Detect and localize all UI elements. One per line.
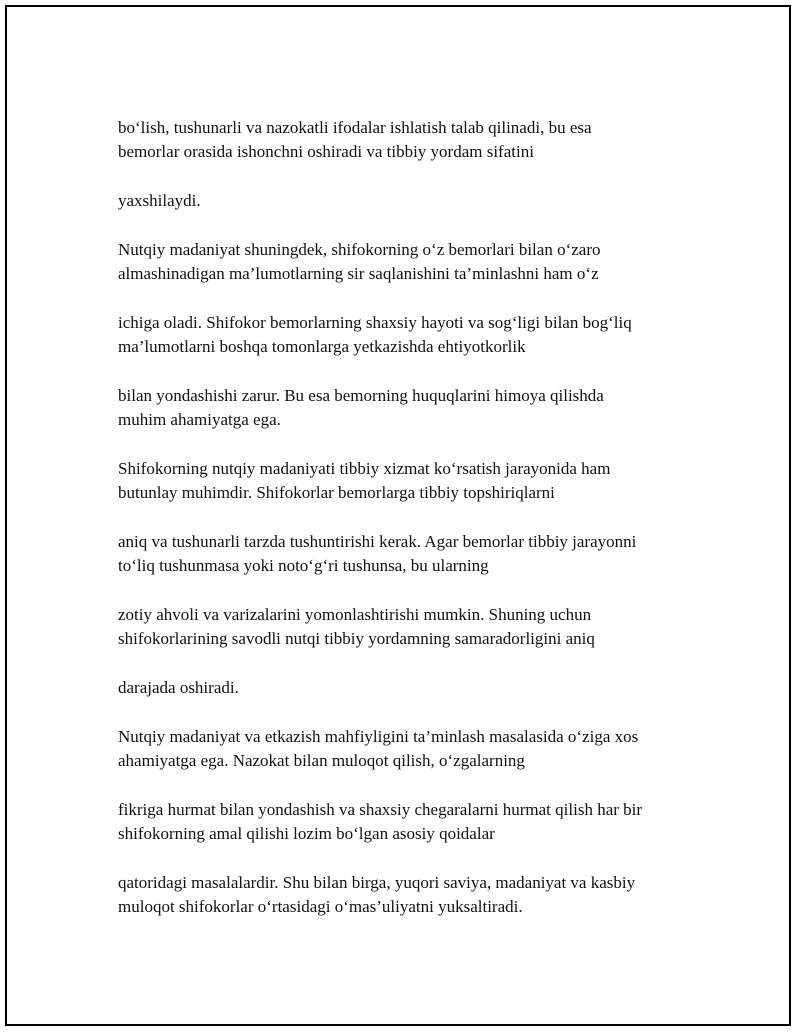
- text-line: Nutqiy madaniyat va etkazish mahfiyligini ta’minlash masalasida o‘ziga xos: [118, 727, 639, 746]
- text-line: butunlay muhimdir. Shifokorlar bemorlarga tibbiy topshiriqlarni: [118, 483, 555, 502]
- text-line: aniq va tushunarli tarzda tushuntirishi kerak. Agar bemorlar tibbiy jarayonni: [118, 532, 637, 551]
- text-line: fikriga hurmat bilan yondashish va shaxsiy chegaralarni hurmat qilish har bir: [118, 800, 643, 819]
- text-line: Nutqiy madaniyat shuningdek, shifokorning o‘z bemorlari bilan o‘zaro: [118, 240, 601, 259]
- line-gap: [118, 578, 698, 603]
- line-gap: [118, 286, 698, 311]
- text-line: almashinadigan ma’lumotlarning sir saqlanishini ta’minlashni ham o‘z: [118, 264, 599, 283]
- text-line: bemorlar orasida ishonchni oshiradi va tibbiy yordam sifatini: [118, 142, 534, 161]
- text-line: darajada oshiradi.: [118, 678, 239, 697]
- line-gap: [118, 359, 698, 384]
- text-line: bilan yondashishi zarur. Bu esa bemorning huquqlarini himoya qilishda: [118, 386, 604, 405]
- text-line: muloqot shifokorlar o‘rtasidagi o‘mas’uliyatni yuksaltiradi.: [118, 897, 523, 916]
- text-line: bo‘lish, tushunarli va nazokatli ifodalar ishlatish talab qilinadi, bu esa: [118, 118, 592, 137]
- line-gap: [118, 432, 698, 457]
- line-gap: [118, 700, 698, 725]
- text-line: zotiy ahvoli va varizalarini yomonlashtirishi mumkin. Shuning uchun: [118, 605, 592, 624]
- line-gap: [118, 213, 698, 238]
- line-gap: [118, 773, 698, 798]
- text-line: yaxshilaydi.: [118, 191, 201, 210]
- text-line: qatoridagi masalalardir. Shu bilan birga, yuqori saviya, madaniyat va kasbiy: [118, 873, 636, 892]
- text-line: ahamiyatga ega. Nazokat bilan muloqot qilish, o‘zgalarning: [118, 751, 525, 770]
- text-line: ma’lumotlarni boshqa tomonlarga yetkazishda ehtiyotkorlik: [118, 337, 526, 356]
- line-gap: [118, 651, 698, 676]
- text-line: to‘liq tushunmasa yoki noto‘g‘ri tushunsa, bu ularning: [118, 556, 489, 575]
- text-line: muhim ahamiyatga ega.: [118, 410, 281, 429]
- text-line: shifokorlarining savodli nutqi tibbiy yordamning samaradorligini aniq: [118, 629, 595, 648]
- text-line: ichiga oladi. Shifokor bemorlarning shaxsiy hayoti va sog‘ligi bilan bog‘liq: [118, 313, 632, 332]
- document-text: [118, 116, 698, 919]
- line-gap: [118, 846, 698, 871]
- line-gap: [118, 505, 698, 530]
- text-line: Shifokorning nutqiy madaniyati tibbiy xizmat ko‘rsatish jarayonida ham: [118, 459, 611, 478]
- text-line: shifokorning amal qilishi lozim bo‘lgan asosiy qoidalar: [118, 824, 495, 843]
- line-gap: [118, 164, 698, 189]
